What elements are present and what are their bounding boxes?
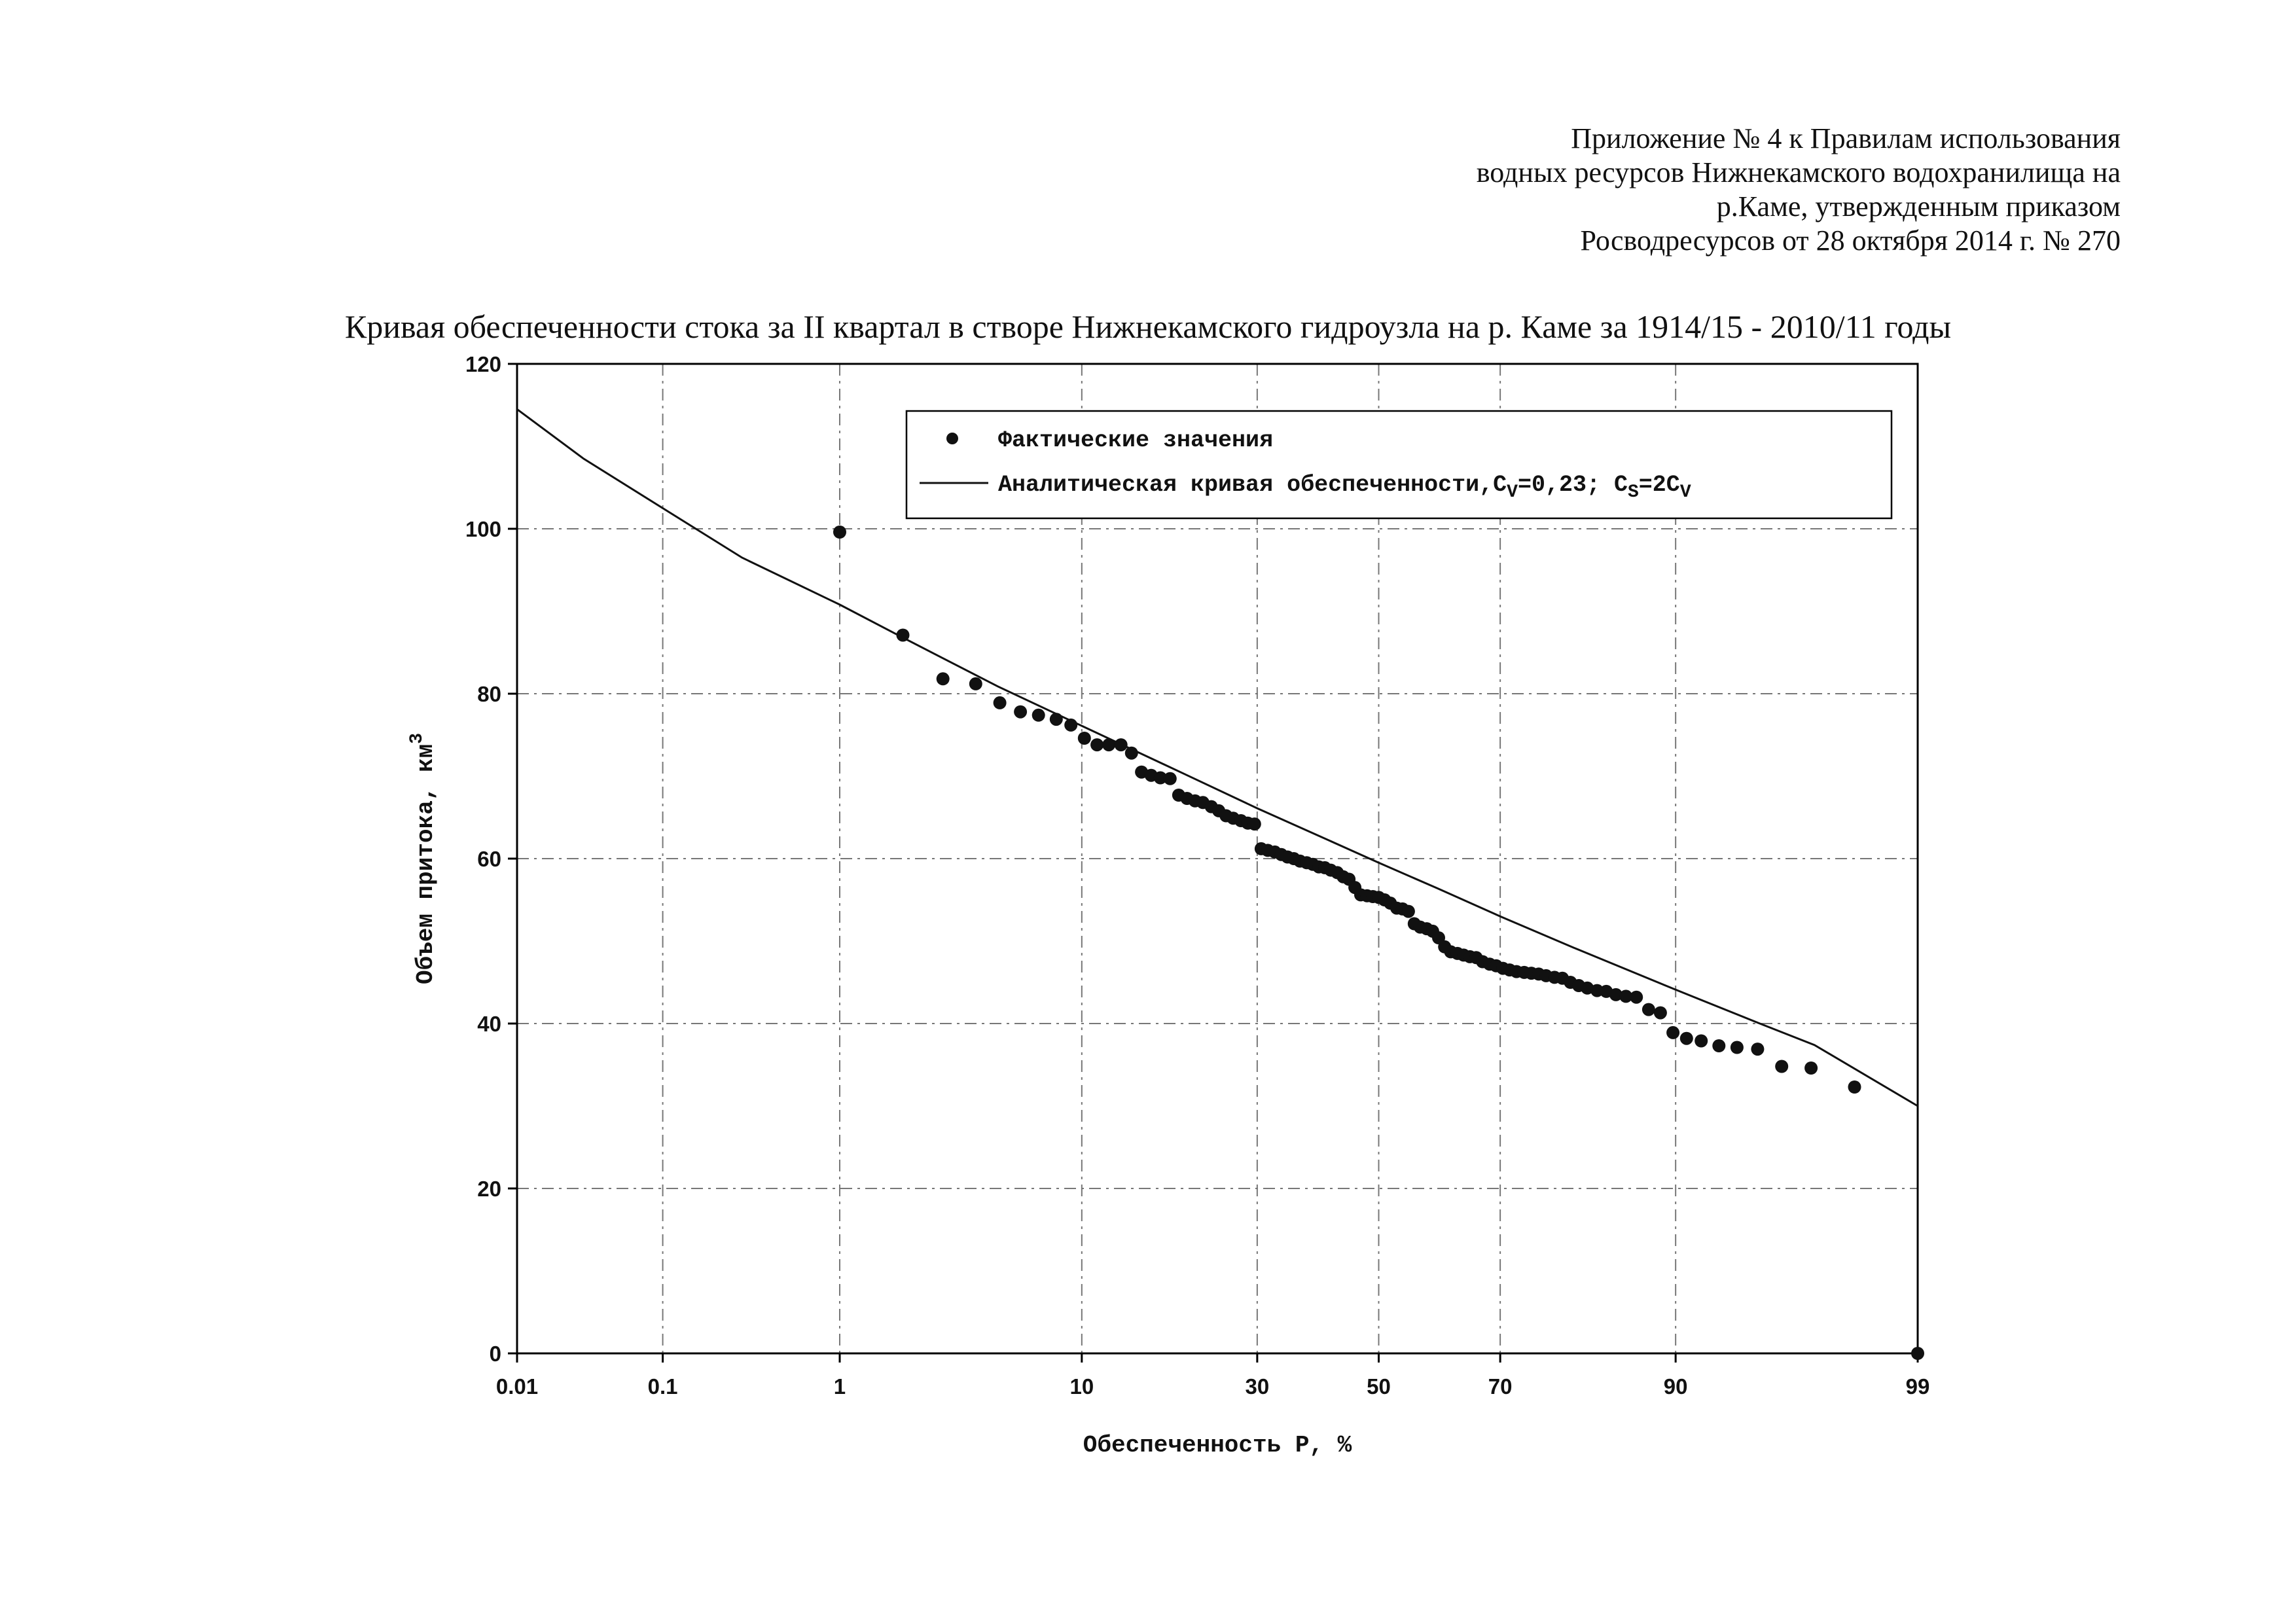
y-tick-label: 0 — [489, 1342, 501, 1366]
data-point — [1654, 1007, 1667, 1020]
data-point — [1402, 905, 1415, 918]
header-line-1: Приложение № 4 к Правилам использования — [1571, 122, 2121, 154]
y-tick-label: 60 — [477, 847, 501, 871]
header-line-4: Росводресурсов от 28 октября 2014 г. № 270 — [1580, 224, 2121, 257]
data-point — [1775, 1060, 1788, 1073]
data-point — [833, 526, 846, 539]
data-point — [1050, 713, 1063, 726]
data-point — [969, 677, 982, 690]
y-axis-label — [407, 733, 439, 984]
legend-curve-mid: =0,23; C — [1517, 472, 1628, 498]
legend — [906, 411, 1892, 518]
data-point — [1090, 738, 1103, 751]
data-point — [1115, 738, 1128, 751]
data-point — [1102, 738, 1115, 751]
legend-curve-end: =2C — [1638, 472, 1680, 498]
x-axis-label: Обеспеченность P, % — [1083, 1432, 1352, 1459]
legend-points-label: Фактические значения — [998, 427, 1274, 454]
legend-curve-sub-v1: V — [1507, 482, 1518, 503]
legend-curve-label — [998, 472, 1691, 503]
header-line-3: р.Каме, утвержденным приказом — [1716, 190, 2121, 223]
data-point — [1248, 817, 1261, 830]
x-tick-label: 0.1 — [647, 1374, 678, 1399]
y-tick-label: 120 — [465, 352, 501, 376]
y-tick-label: 100 — [465, 517, 501, 541]
data-point — [1731, 1041, 1744, 1054]
header-line-2: водных ресурсов Нижнекамского водохранилища на — [1476, 156, 2121, 188]
data-point — [1164, 772, 1177, 785]
data-point — [937, 672, 950, 685]
y-tick-label: 80 — [477, 682, 501, 706]
x-tick-label: 0.01 — [495, 1374, 539, 1399]
data-point — [1712, 1039, 1725, 1052]
legend-curve-sub-v2: V — [1679, 482, 1691, 503]
y-axis-label-text: Объем притока, км — [412, 743, 439, 985]
y-tick-label: 20 — [477, 1177, 501, 1201]
x-tick-label: 30 — [1245, 1374, 1270, 1399]
data-point — [897, 629, 910, 642]
legend-point-marker — [946, 433, 958, 444]
data-point — [1680, 1032, 1693, 1045]
data-point — [1695, 1035, 1708, 1048]
data-point — [1642, 1003, 1655, 1016]
data-point — [1014, 705, 1027, 719]
data-point — [1804, 1061, 1818, 1075]
data-point — [1630, 991, 1643, 1004]
data-point — [1078, 732, 1091, 745]
data-point — [994, 696, 1007, 709]
x-tick-label: 50 — [1367, 1374, 1391, 1399]
data-point — [1032, 709, 1045, 722]
x-tick-label: 90 — [1663, 1374, 1688, 1399]
data-point — [1666, 1026, 1679, 1039]
data-point — [1751, 1043, 1764, 1056]
data-point — [1125, 747, 1138, 760]
x-tick-label: 70 — [1488, 1374, 1513, 1399]
data-point — [1911, 1347, 1924, 1360]
data-point — [1064, 719, 1077, 732]
legend-curve-sub-s: S — [1627, 482, 1639, 503]
data-point — [1848, 1080, 1861, 1094]
y-tick-label: 40 — [477, 1012, 501, 1036]
x-tick-label: 99 — [1905, 1374, 1930, 1399]
y-axis-label-superscript: 3 — [407, 732, 427, 744]
chart-title: Кривая обеспеченности стока за II квартал в створе Нижнекамского гидроузла на р. Каме за 1914/15 - 2010/11 годы — [344, 308, 1952, 345]
legend-curve-main: Аналитическая кривая обеспеченности,C — [998, 472, 1507, 498]
x-tick-label: 1 — [833, 1374, 846, 1399]
x-tick-label: 10 — [1069, 1374, 1094, 1399]
